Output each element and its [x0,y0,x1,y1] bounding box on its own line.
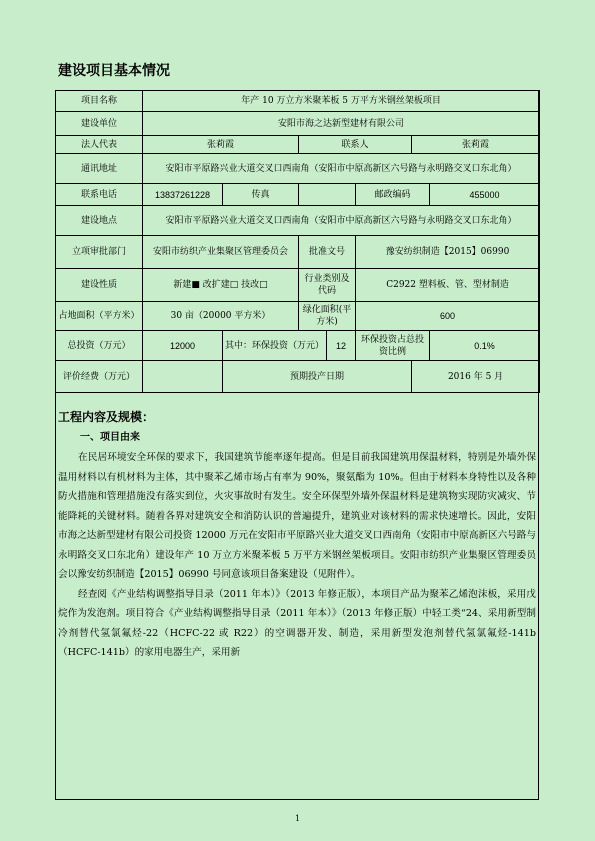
value-cell: 12 [327,331,356,361]
label-cell: 项目名称 [56,91,143,112]
label-cell: 建设性质 [56,269,143,302]
value-cell: 安阳市纺织产业集聚区管理委员会 [143,236,299,269]
table-row [56,154,540,184]
label-cell: 绿化面积(平方米) [299,302,356,331]
page-number: 1 [294,814,301,823]
table-row [56,331,540,361]
table-row [56,269,540,302]
project-info-table [55,90,540,393]
paragraph: 在民居环境安全环保的要求下，我国建筑节能率逐年提高。但是目前我国建筑用保温材料，特别是外墙外保温用材料以有机材料为主体，其中聚苯乙烯市场占有率为 90%，聚氨酯为 10%。但由于材料本身特性以及各种防火措施和管理措施没有落实到位，火灾事故时有发生。安全环保型外墙外保温材料是建筑物实现防灾减灾、节能降耗的关键材料。随着各界对建筑安全和消防认识的普遍提升，建筑业对该材料的需求快速增长。因此，安阳市海之达新型建材有限公司投资 12000 万元在安阳市平原路兴业大道交叉口西南角（安阳市中原高新区六号路与永明路交叉口东北角）建设年产 10 万立方米聚苯板 5 万平方米钢丝架板项目。安阳市纺织产业集聚区管理委员会以豫安纺织制造【2015】06990 号同意该项目备案建设（见附件）。 [58,452,536,580]
value-cell: 年产 10 万立方米聚苯板 5 万平方米钢丝架板项目 [143,91,540,112]
value-cell: 2016 年 5 月 [412,361,540,393]
value-cell [143,361,223,393]
label-cell: 建设单位 [56,112,143,136]
table-row [56,236,540,269]
table-row [56,302,540,331]
value-cell: 安阳市平原路兴业大道交叉口西南角（安阳市中原高新区六号路与永明路交叉口东北角） [143,154,540,184]
label-cell: 邮政编码 [356,184,430,206]
table-row [56,112,540,136]
value-cell [299,184,356,206]
value-cell: 455000 [430,184,540,206]
section-title: 工程内容及规模： [58,410,155,424]
value-cell: 13837261228 [143,184,223,206]
value-cell: 安阳市平原路兴业大道交叉口西南角（安阳市中原高新区六号路与永明路交叉口东北角） [143,206,540,236]
value-cell: 张莉霞 [412,136,540,154]
label-cell: 传真 [223,184,299,206]
table-row [56,184,540,206]
table-row [56,91,540,112]
label-cell: 行业类别及代码 [299,269,356,302]
label-cell: 总投资（万元） [56,331,143,361]
page-title: 建设项目基本情况 [58,63,170,79]
value-cell: 12000 [143,331,223,361]
label-cell: 建设地点 [56,206,143,236]
paragraph: 经查阅《产业结构调整指导目录（2011 年本）》（2013 年修正版），本项目产品为聚苯乙烯泡沫板，采用戊烷作为发泡剂。项目符合《产业结构调整指导目录（2011 年本）》（2013 年修正版）中轻工类“24、采用新型制冷剂替代氢氯氟烃-22（HCFC-22 或 R22）的空调器开发、制造，采用新型发泡剂替代氢氯氟烃-141b（HCFC-141b）的家用电器生产，采用新 [58,588,536,658]
label-cell: 联系电话 [56,184,143,206]
subsection-title: 一、项目由来 [80,432,140,443]
label-cell: 联系人 [299,136,412,154]
label-cell: 评价经费（万元） [56,361,143,393]
label-cell: 占地面积（平方米） [56,302,143,331]
project-content-section [58,406,536,663]
value-cell: 豫安纺织制造【2015】06990 [356,236,540,269]
label-cell: 其中：环保投资（万元） [223,331,327,361]
label-cell: 环保投资占总投资比例 [356,331,430,361]
value-cell: 新建■ 改扩建□ 技改□ [143,269,299,302]
value-cell: 0.1% [430,331,540,361]
table-row [56,206,540,236]
value-cell: 张莉霞 [143,136,299,154]
value-cell: 600 [356,302,540,331]
label-cell: 通讯地址 [56,154,143,184]
value-cell: 安阳市海之达新型建材有限公司 [143,112,540,136]
label-cell: 预期投产日期 [223,361,412,393]
label-cell: 批准文号 [299,236,356,269]
value-cell: 30 亩（20000 平方米） [143,302,299,331]
table-row [56,136,540,154]
value-cell: C2922 塑料板、管、型材制造 [356,269,540,302]
table-row [56,361,540,393]
label-cell: 法人代表 [56,136,143,154]
label-cell: 立项审批部门 [56,236,143,269]
